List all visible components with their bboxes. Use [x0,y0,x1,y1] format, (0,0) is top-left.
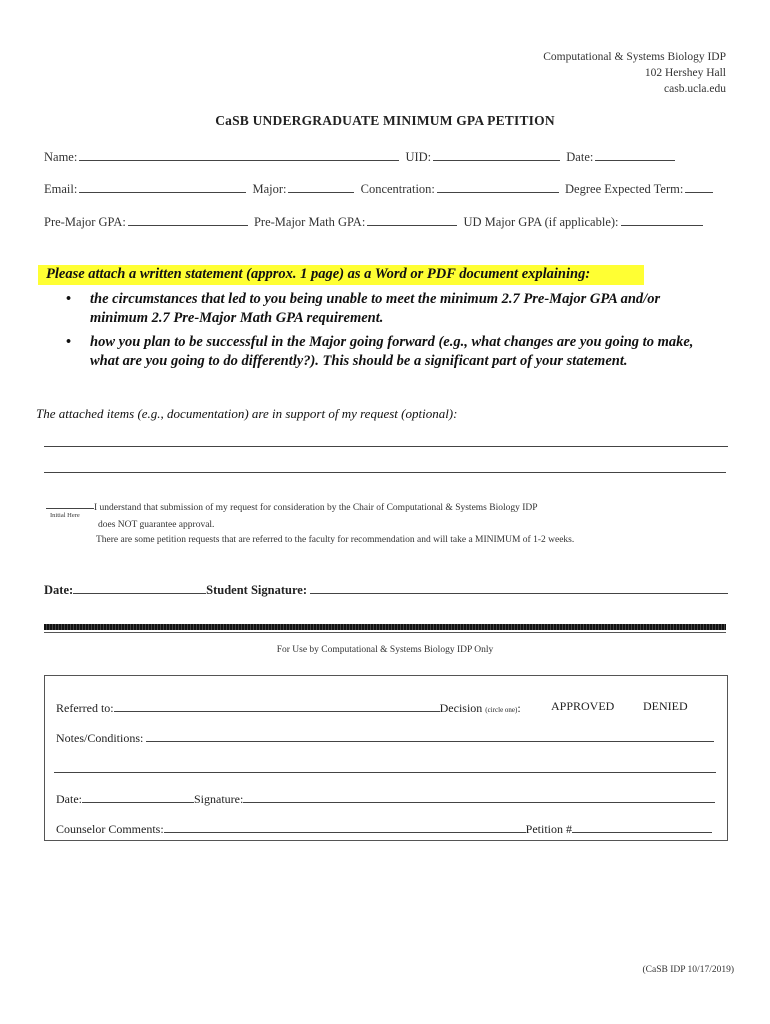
bullet1-line1: the circumstances that led to you being unable to meet the minimum 2.7 Pre-Major GPA and/or [90,291,661,307]
office-date-label: Date: [56,792,82,806]
notes-label: Notes/Conditions: [56,731,144,745]
field-row-2 [44,180,716,197]
section-divider [44,624,726,630]
initials-field[interactable] [46,508,94,509]
field-row-3 [44,213,706,230]
bullet2-line2: what are you going to do differently?). This should be a significant part of your statement. [90,353,628,369]
email-label: Email: [44,182,78,196]
bullet-icon: • [66,291,72,307]
office-date-row [56,790,715,807]
org-name: Computational & Systems Biology IDP [543,51,726,63]
section-divider-thin [44,632,726,633]
referred-row [56,699,521,716]
ack-line1: I understand that submission of my request for consideration by the Chair of Computational & Systems Biology IDP [94,503,538,513]
bullet2-line1: how you plan to be successful in the Major going forward (e.g., what changes are you going to make, [90,334,694,350]
attached-items-label: The attached items (e.g., documentation) are in support of my request (optional): [36,406,458,421]
pre-major-math-gpa-label: Pre-Major Math GPA: [253,215,366,229]
denied-option[interactable]: DENIED [643,699,688,713]
decision-label: Decision [439,701,483,715]
email-field[interactable] [79,180,246,193]
office-date-field[interactable] [82,790,194,803]
concentration-field[interactable] [437,180,559,193]
ack-line2: does NOT guarantee approval. [98,520,215,530]
degree-expected-field[interactable] [685,180,713,193]
attached-items-line[interactable] [44,472,726,473]
petition-label: Petition # [525,822,573,836]
uid-label: UID: [405,150,432,164]
instruction-intro: Please attach a written statement (approx. 1 page) as a Word or PDF document explaining: [46,266,591,282]
notes-row [56,729,714,746]
counselor-row [56,820,712,837]
petition-field[interactable] [572,820,712,833]
pre-major-gpa-field[interactable] [128,213,248,226]
sig-date-field[interactable] [73,581,206,594]
degree-expected-label: Degree Expected Term: [565,182,684,196]
concentration-label: Concentration: [360,182,435,196]
office-signature-field[interactable] [243,790,715,803]
decision-colon: : [517,701,521,715]
counselor-comments-field[interactable] [164,820,526,833]
major-label: Major: [252,182,287,196]
signature-row [44,581,728,598]
ud-major-gpa-field[interactable] [621,213,703,226]
ack-line3: There are some petition requests that are referred to the faculty for recommendation and will take a MINIMUM of 1-2 weeks. [96,535,575,545]
notes-field-line[interactable] [54,772,716,773]
student-signature-label: Student Signature: [206,583,307,597]
bullet-icon: • [66,334,72,350]
org-header [543,49,726,97]
org-address: 102 Hershey Hall [644,67,726,79]
office-signature-label: Signature: [194,792,244,806]
approved-option[interactable]: APPROVED [551,699,615,713]
date-label: Date: [566,150,594,164]
office-use-heading: For Use by Computational & Systems Biology IDP Only [276,645,494,655]
counselor-comments-label: Counselor Comments: [56,822,164,836]
page-title: CaSB UNDERGRADUATE MINIMUM GPA PETITION [215,113,555,128]
date-field[interactable] [595,148,675,161]
org-email: casb.ucla.edu [664,83,726,95]
major-field[interactable] [288,180,354,193]
referred-to-field[interactable] [114,699,440,712]
bullet1-line2: minimum 2.7 Pre-Major Math GPA requirement. [90,310,384,326]
attached-items-line[interactable] [44,446,728,447]
field-row-1 [44,148,678,165]
name-label: Name: [44,150,78,164]
notes-field[interactable] [146,729,714,742]
pre-major-math-gpa-field[interactable] [367,213,457,226]
sig-date-label: Date: [44,583,74,597]
pre-major-gpa-label: Pre-Major GPA: [44,215,126,229]
initials-label: Initial Here [50,512,80,519]
student-signature-field[interactable] [310,581,728,594]
form-version: (CaSB IDP 10/17/2019) [642,965,734,975]
referred-to-label: Referred to: [56,701,114,715]
circle-one-label: (circle one) [485,706,518,714]
name-field[interactable] [79,148,399,161]
ud-major-gpa-label: UD Major GPA (if applicable): [463,215,619,229]
uid-field[interactable] [433,148,560,161]
